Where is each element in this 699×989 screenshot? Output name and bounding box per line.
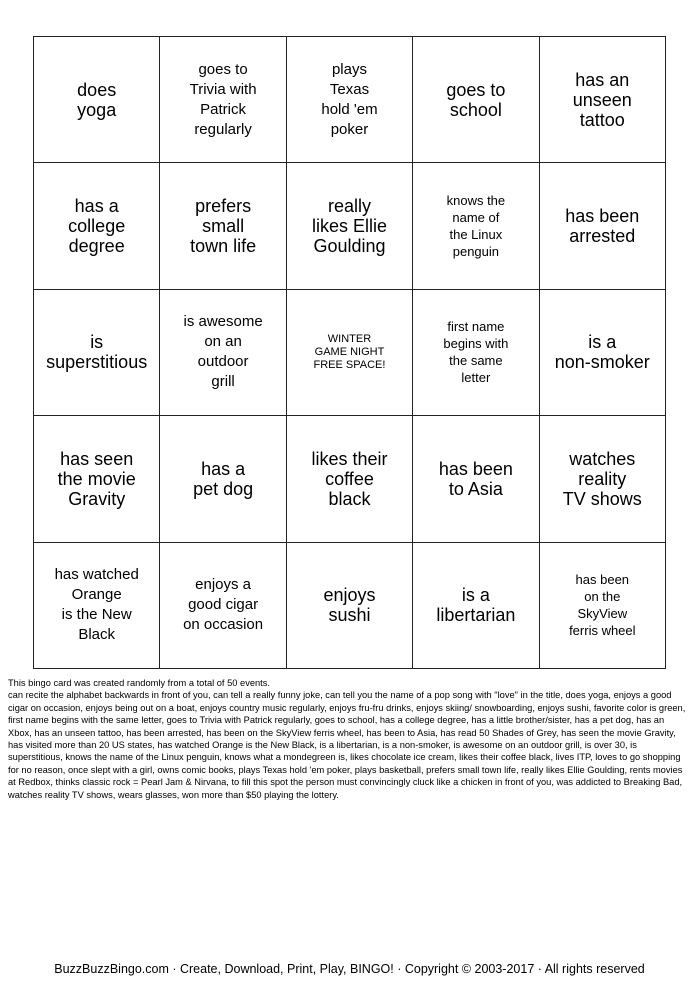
bingo-cell (34, 163, 160, 289)
bingo-cell (34, 37, 160, 163)
bingo-cell (160, 163, 286, 289)
bingo-cell (540, 543, 666, 669)
bingo-cell-text: is a non-smoker (554, 332, 650, 373)
bingo-cell-text: first name begins with the same letter (443, 319, 509, 386)
bingo-cell-text: prefers small town life (190, 196, 257, 257)
bingo-cell-text: goes to Trivia with Patrick regularly (189, 60, 257, 138)
bingo-cell (160, 416, 286, 542)
bingo-cell (160, 290, 286, 416)
bingo-cell-text: goes to school (446, 79, 506, 120)
bingo-cell (413, 290, 539, 416)
bingo-cell-text: has been to Asia (438, 458, 513, 499)
bingo-cell (287, 163, 413, 289)
bingo-cell (160, 543, 286, 669)
bingo-cell (413, 543, 539, 669)
bingo-cell (287, 416, 413, 542)
bingo-cell-text: watches reality TV shows (562, 448, 642, 509)
bingo-cell-text: knows the name of the Linux penguin (446, 193, 506, 260)
free-space-cell (287, 290, 413, 416)
bingo-cell-text: has been arrested (565, 206, 640, 247)
footnote-events: can recite the alphabet backwards in front of you, can tell a really funny joke, can tell you the name of a pop song with "love" in the title, does yoga, enjoys a good cigar on occasion, enjoys being out on a boat, enjoys country music regularly, enjoys fru-fru drinks, enjoys skiing/ snowboarding, enjoys sushi, favorite color is green, first name begins with the same letter, goes to Trivia with Patrick regularly, goes to school, has a college degree, has a little brother/sister, has a pet dog, has an Xbox, has an unseen tattoo, has been arrested, has been on the SkyView ferris wheel, has been to Asia, has read 50 Shades of Grey, has seen the movie Gravity, has visited more than 20 US states, has watched Orange is the New Black, is a libertarian, is a non-smoker, is awesome on an outdoor grill, is over 30, is superstitious, knows the name of the Linux penguin, knows what a mondegreen is, likes chocolate ice cream, likes their coffee black, lives ITP, loves to go shopping for no reason, once slept with a girl, owns comic books, plays Texas hold 'em poker, plays basketball, prefers small town life, really likes Ellie Goulding, rents movies at Redbox, thinks classic rock = Pearl Jam & Nirvana, to fill this spot the person must convincingly cluck like a chicken in front of you, was addicted to Breaking Bad, watches reality TV shows, wears glasses, won more than $50 playing the lottery. (8, 690, 686, 800)
bingo-cell (287, 543, 413, 669)
bingo-card-grid (33, 36, 666, 669)
bingo-cell-text: plays Texas hold 'em poker (321, 60, 378, 138)
bingo-cell-text: has an unseen tattoo (572, 69, 632, 130)
bingo-cell-text: has watched Orange is the New Black (54, 566, 139, 644)
bingo-cell (540, 416, 666, 542)
bingo-cell-text: is a libertarian (436, 585, 516, 626)
bingo-cell-text: really likes Ellie Goulding (311, 196, 387, 257)
bingo-cell-text: enjoys a good cigar on occasion (183, 576, 264, 634)
bingo-cell (540, 37, 666, 163)
bingo-cell-text: is superstitious (46, 332, 148, 373)
free-space-text: WINTER GAME NIGHT FREE SPACE! (313, 332, 386, 371)
bingo-cell-text: likes their coffee black (311, 448, 388, 509)
bingo-cell (287, 37, 413, 163)
bingo-cell-text: does yoga (77, 79, 117, 120)
bingo-cell (540, 290, 666, 416)
bingo-cell (413, 37, 539, 163)
bingo-cell-text: has seen the movie Gravity (57, 448, 136, 509)
bingo-cell-text: has a pet dog (193, 458, 254, 499)
bingo-cell-text: is awesome on an outdoor grill (183, 313, 263, 391)
bingo-cell (413, 163, 539, 289)
bingo-cell (540, 163, 666, 289)
bingo-cell-text: has a college degree (68, 196, 126, 257)
copyright-footer: BuzzBuzzBingo.com · Create, Download, Print, Play, BINGO! · Copyright © 2003-2017 · All rights reserved (54, 962, 645, 976)
bingo-cell-text: has been on the SkyView ferris wheel (569, 572, 636, 639)
bingo-cell (160, 37, 286, 163)
bingo-cell (34, 543, 160, 669)
event-list-footnote (8, 677, 690, 801)
bingo-cell-text: enjoys sushi (323, 585, 376, 626)
footnote-intro: This bingo card was created randomly from a total of 50 events. (8, 678, 270, 688)
bingo-cell (34, 290, 160, 416)
bingo-cell (34, 416, 160, 542)
bingo-cell (413, 416, 539, 542)
